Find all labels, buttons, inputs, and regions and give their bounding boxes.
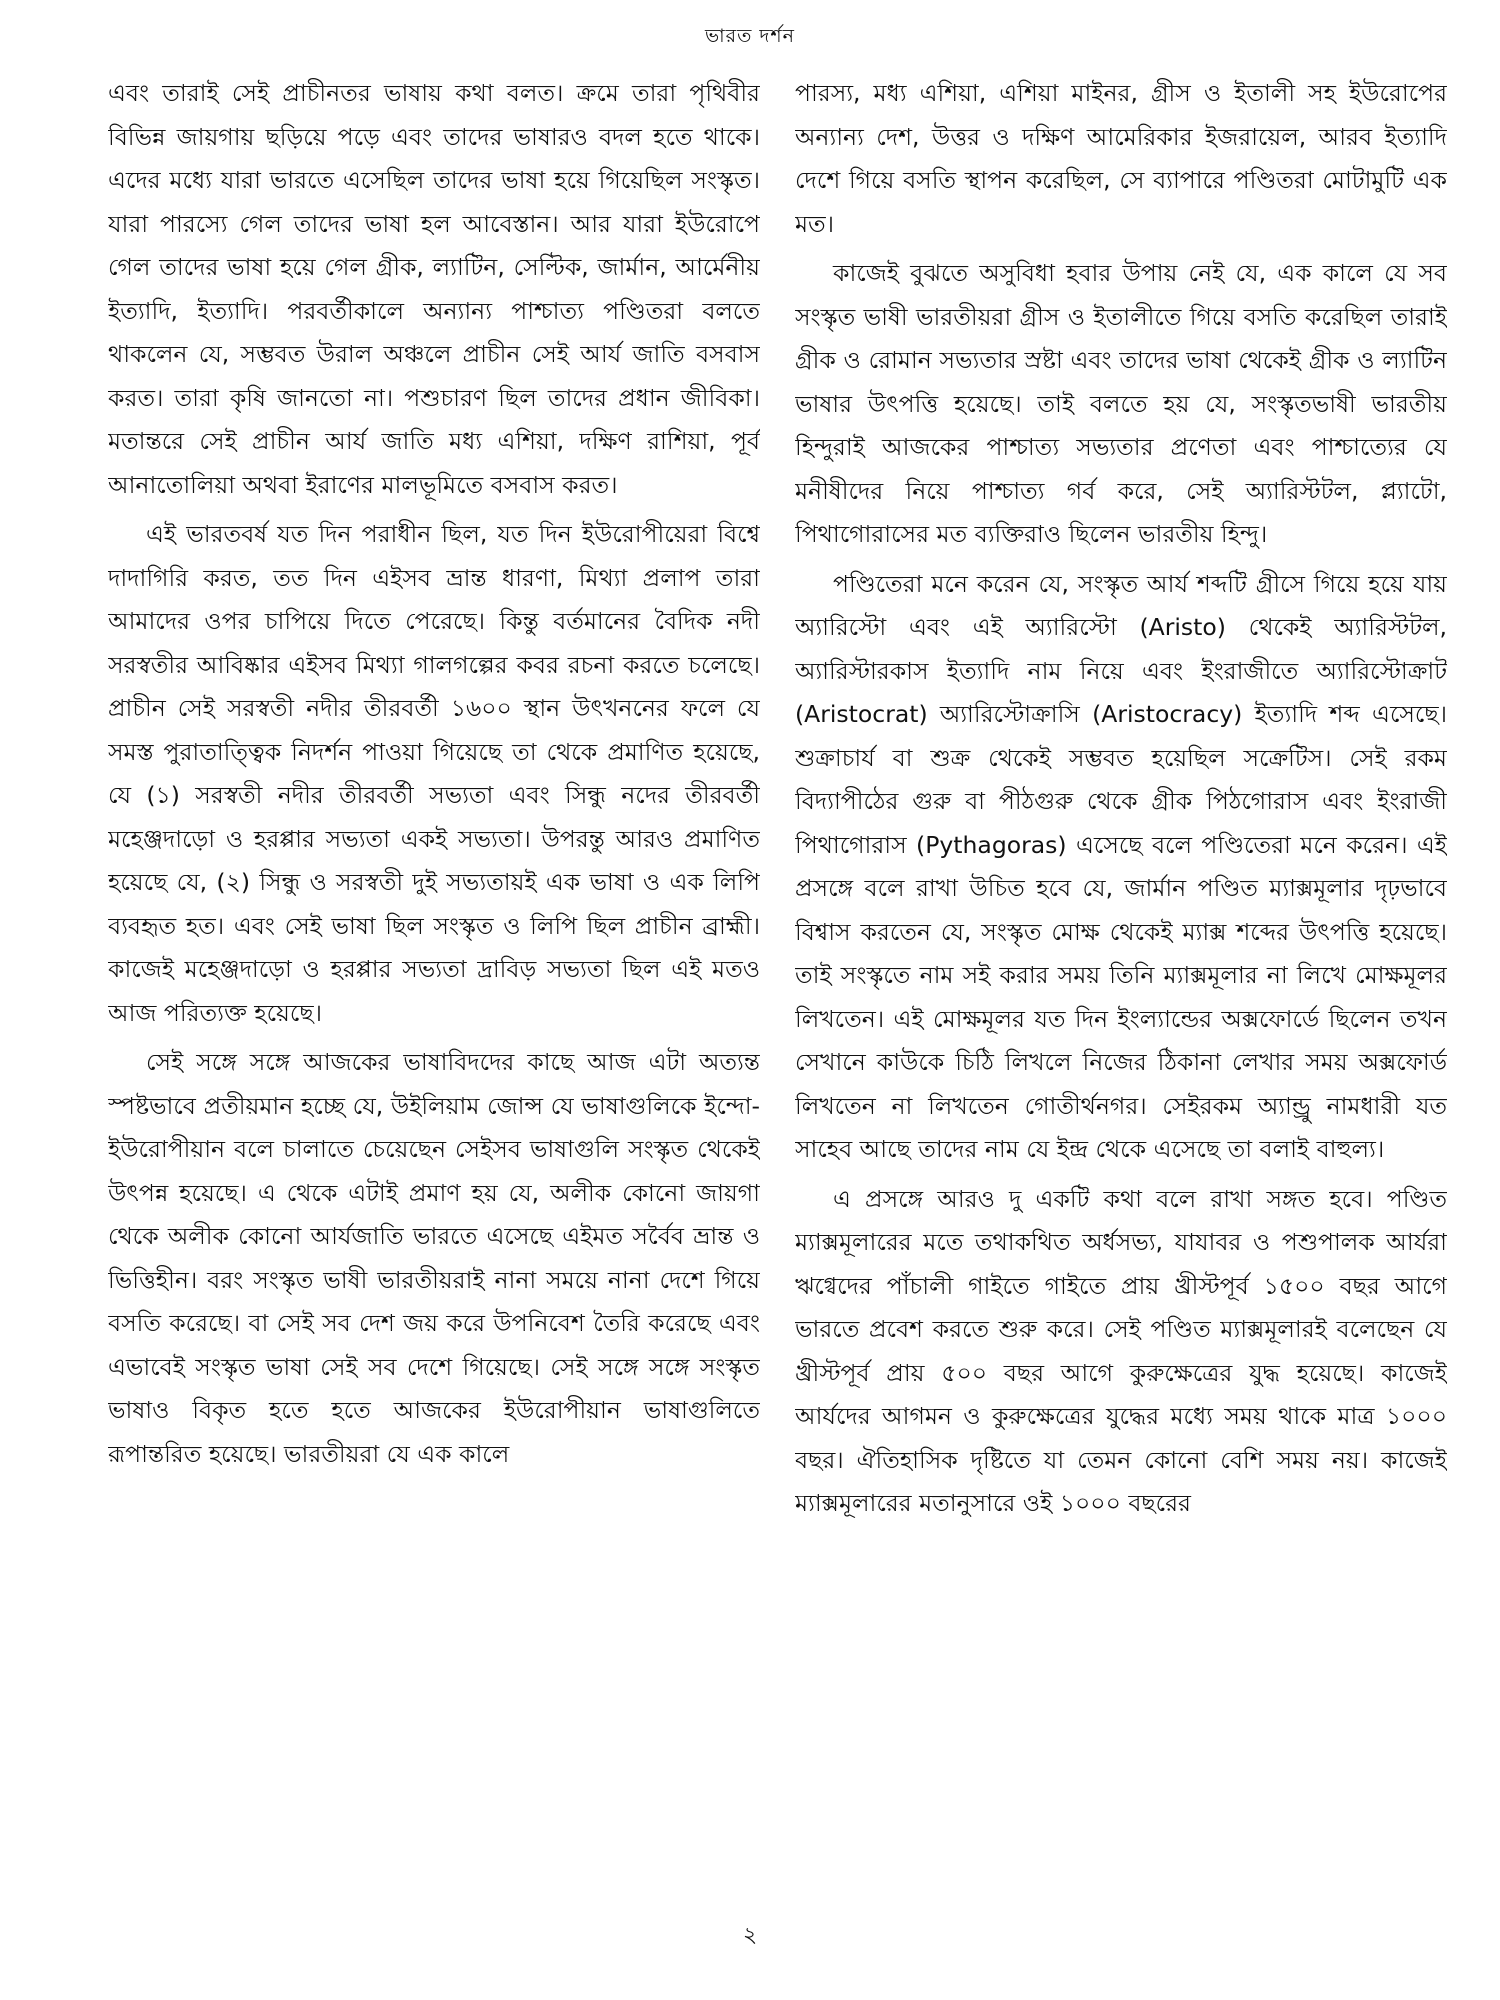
running-head-title: ভারত দর্শন [705,25,795,47]
paragraph: এবং তারাই সেই প্রাচীনতর ভাষায় কথা বলত। ক্রমে তারা পৃথিবীর বিভিন্ন জায়গায় ছড়িয়ে পড়ে এবং তাদের ভাষারও বদল হতে থাকে। এদের মধ্যে যারা ভারতে এসেছিল তাদের ভাষা হয়ে গিয়েছিল সংস্কৃত। যারা পারস্যে গেল তাদের ভাষা হল আবেস্তান। আর যারা ইউরোপে গেল তাদের ভাষা হয়ে গেল গ্রীক, ল্যাটিন, সেল্টিক, জার্মান, আর্মেনীয় ইত্যাদি, ইত্যাদি। পরবর্তীকালে অন্যান্য পাশ্চাত্য পণ্ডিতরা বলতে থাকলেন যে, সম্ভবত উরাল অঞ্চলে প্রাচীন সেই আর্য জাতি বসবাস করত। তারা কৃষি জানতো না। পশুচারণ ছিল তাদের প্রধান জীবিকা। মতান্তরে সেই প্রাচীন আর্য জাতি মধ্য এশিয়া, দক্ষিণ রাশিয়া, পূর্ব আনাতোলিয়া অথবা ইরাণের মালভূমিতে বসবাস করত। [108,79,760,499]
right-text-column [795,72,1447,1882]
left-text-column [108,72,760,1882]
paragraph: এ প্রসঙ্গে আরও দু একটি কথা বলে রাখা সঙ্গত হবে। পণ্ডিত ম্যাক্সমূলারের মতে তথাকথিত অর্ধসভ্য, যাযাবর ও পশুপালক আর্যরা ঋগ্বেদের পাঁচালী গাইতে গাইতে প্রায় খ্রীস্টপূর্ব ১৫০০ বছর আগে ভারতে প্রবেশ করতে শুরু করে। সেই পণ্ডিত ম্যাক্সমূলারই বলেছেন যে খ্রীস্টপূর্ব প্রায় ৫০০ বছর আগে কুরুক্ষেত্রের যুদ্ধ হয়েছে। কাজেই আর্যদের আগমন ও কুরুক্ষেত্রের যুদ্ধের মধ্যে সময় থাকে মাত্র ১০০০ বছর। ঐতিহাসিক দৃষ্টিতে যা তেমন কোনো বেশি সময় নয়। কাজেই ম্যাক্সমূলারের মতানুসারে ওই ১০০০ বছরের [795,1184,1447,1517]
paragraph: সেই সঙ্গে সঙ্গে আজকের ভাষাবিদদের কাছে আজ এটা অত্যন্ত স্পষ্টভাবে প্রতীয়মান হচ্ছে যে, উইলিয়াম জোন্স যে ভাষাগুলিকে ইন্দো-ইউরোপীয়ান বলে চালাতে চেয়েছেন সেইসব ভাষাগুলি সংস্কৃত থেকেই উৎপন্ন হয়েছে। এ থেকে এটাই প্রমাণ হয় যে, অলীক কোনো জায়গা থেকে অলীক কোনো আর্যজাতি ভারতে এসেছে এইমত সর্বৈব ভ্রান্ত ও ভিত্তিহীন। বরং সংস্কৃত ভাষী ভারতীয়রাই নানা সময়ে নানা দেশে গিয়ে বসতি করেছে। বা সেই সব দেশ জয় করে উপনিবেশ তৈরি করেছে এবং এভাবেই সংস্কৃত ভাষা সেই সব দেশে গিয়েছে। সেই সঙ্গে সঙ্গে সংস্কৃত ভাষাও বিকৃত হতে হতে আজকের ইউরোপীয়ান ভাষাগুলিতে রূপান্তরিত হয়েছে। ভারতীয়রা যে এক কালে [108,1048,760,1468]
paragraph: পণ্ডিতেরা মনে করেন যে, সংস্কৃত আর্য শব্দটি গ্রীসে গিয়ে হয়ে যায় অ্যারিস্টো এবং এই অ্যারিস্টো (Aristo) থেকেই অ্যারিস্টটল, অ্যারিস্টারকাস ইত্যাদি নাম নিয়ে এবং ইংরাজীতে অ্যারিস্টোক্রাট (Aristocrat) অ্যারিস্টোক্রাসি (Aristocracy) ইত্যাদি শব্দ এসেছে। শুক্রাচার্য বা শুক্র থেকেই সম্ভবত হয়েছিল সক্রেটিস। সেই রকম বিদ্যাপীঠের গুরু বা পীঠগুরু থেকে গ্রীক পিঠগোরাস এবং ইংরাজী পিথাগোরাস (Pythagoras) এসেছে বলে পণ্ডিতেরা মনে করেন। এই প্রসঙ্গে বলে রাখা উচিত হবে যে, জার্মান পণ্ডিত ম্যাক্সমূলার দৃঢ়ভাবে বিশ্বাস করতেন যে, সংস্কৃত মোক্ষ থেকেই ম্যাক্স শব্দের উৎপত্তি হয়েছে। তাই সংস্কৃতে নাম সই করার সময় তিনি ম্যাক্সমূলার না লিখে মোক্ষমূলর লিখতেন। এই মোক্ষমূলর যত দিন ইংল্যান্ডের অক্সফোর্ডে ছিলেন তখন সেখানে কাউকে চিঠি লিখলে নিজের ঠিকানা লেখার সময় অক্সফোর্ড লিখতেন না লিখতেন গোতীর্থনগর। সেইরকম অ্যান্ড্রু নামধারী যত সাহেব আছে তাদের নাম যে ইন্দ্র থেকে এসেছে তা বলাই বাহুল্য। [795,569,1447,1163]
paragraph: কাজেই বুঝতে অসুবিধা হবার উপায় নেই যে, এক কালে যে সব সংস্কৃত ভাষী ভারতীয়রা গ্রীস ও ইতালীতে গিয়ে বসতি করেছিল তারাই গ্রীক ও রোমান সভ্যতার স্রষ্টা এবং তাদের ভাষা থেকেই গ্রীক ও ল্যাটিন ভাষার উৎপত্তি হয়েছে। তাই বলতে হয় যে, সংস্কৃতভাষী ভারতীয় হিন্দুরাই আজকের পাশ্চাত্য সভ্যতার প্রণেতা এবং পাশ্চাত্যের যে মনীষীদের নিয়ে পাশ্চাত্য গর্ব করে, সেই অ্যারিস্টটল, প্ল্যাটো, পিথাগোরাসের মত ব্যক্তিরাও ছিলেন ভারতীয় হিন্দু। [795,259,1447,548]
paragraph: এই ভারতবর্ষ যত দিন পরাধীন ছিল, যত দিন ইউরোপীয়েরা বিশ্বে দাদাগিরি করত, তত দিন এইসব ভ্রান্ত ধারণা, মিথ্যা প্রলাপ তারা আমাদের ওপর চাপিয়ে দিতে পেরেছে। কিন্তু বর্তমানের বৈদিক নদী সরস্বতীর আবিষ্কার এইসব মিথ্যা গালগল্পের কবর রচনা করতে চলেছে। প্রাচীন সেই সরস্বতী নদীর তীরবর্তী ১৬০০ স্থান উৎখননের ফলে যে সমস্ত পুরাতাত্ত্বিক নিদর্শন পাওয়া গিয়েছে তা থেকে প্রমাণিত হয়েছে, যে (১) সরস্বতী নদীর তীরবর্তী সভ্যতা এবং সিন্ধু নদের তীরবর্তী মহেঞ্জদাড়ো ও হরপ্পার সভ্যতা একই সভ্যতা। উপরন্তু আরও প্রমাণিত হয়েছে যে, (২) সিন্ধু ও সরস্বতী দুই সভ্যতায়ই এক ভাষা ও এক লিপি ব্যবহৃত হত। এবং সেই ভাষা ছিল সংস্কৃত ও লিপি ছিল প্রাচীন ব্রাহ্মী। কাজেই মহেঞ্জদাড়ো ও হরপ্পার সভ্যতা দ্রাবিড় সভ্যতা ছিল এই মতও আজ পরিত্যক্ত হয়েছে। [108,520,760,1027]
paragraph: পারস্য, মধ্য এশিয়া, এশিয়া মাইনর, গ্রীস ও ইতালী সহ ইউরোপের অন্যান্য দেশ, উত্তর ও দক্ষিণ আমেরিকার ইজরায়েল, আরব ইত্যাদি দেশে গিয়ে বসতি স্থাপন করেছিল, সে ব্যাপারে পণ্ডিতরা মোটামুটি এক মত। [795,79,1447,238]
page-number: ২ [742,1923,758,1948]
